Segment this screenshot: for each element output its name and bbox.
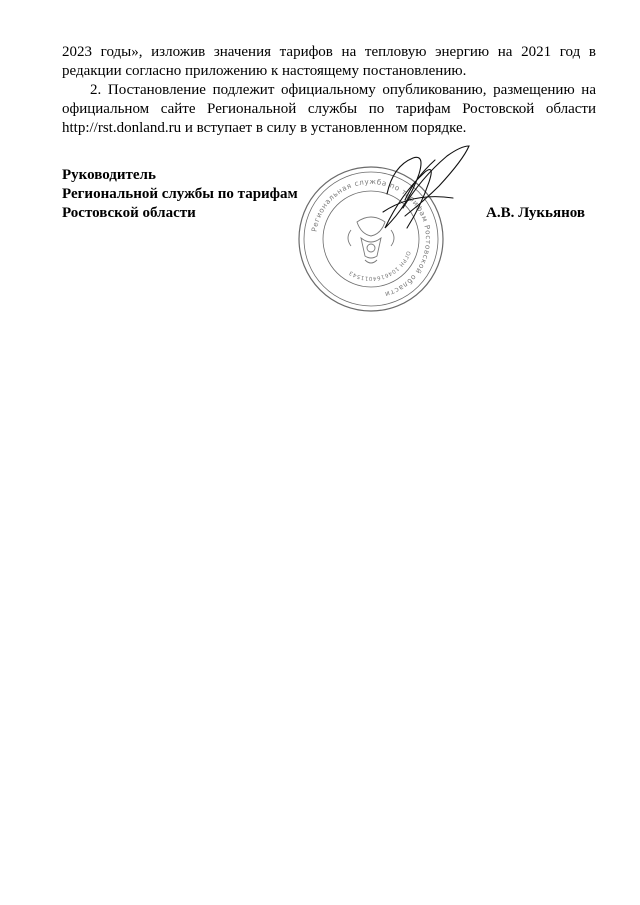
- seal-inner-text: ОГРН 1046164011543: [348, 250, 411, 282]
- paragraph-amendment: 2023 годы», изложив значения тарифов на тепловую энергию на 2021 год в редакции согласно приложению к настоящему постановлению.: [62, 44, 596, 79]
- official-seal: [285, 142, 485, 312]
- signatory-organization: Региональной службы по тарифам: [62, 186, 298, 202]
- signatory-name: А.В. Лукьянов: [486, 205, 585, 221]
- seal-circle: [299, 167, 443, 311]
- signatory-title: Руководитель: [62, 167, 156, 183]
- paragraph-publication: 2. Постановление подлежит официальному опубликованию, размещению на официальном сайте Региональной службы по тарифам Ростовской области http://rst.donland.ru и вступает в силу в установленном порядке.: [62, 82, 596, 136]
- signatory-region: Ростовской области: [62, 205, 196, 221]
- signatory-position: [62, 166, 298, 223]
- seal-outer-text: Региональная служба по тарифам Ростовской области: [309, 176, 434, 300]
